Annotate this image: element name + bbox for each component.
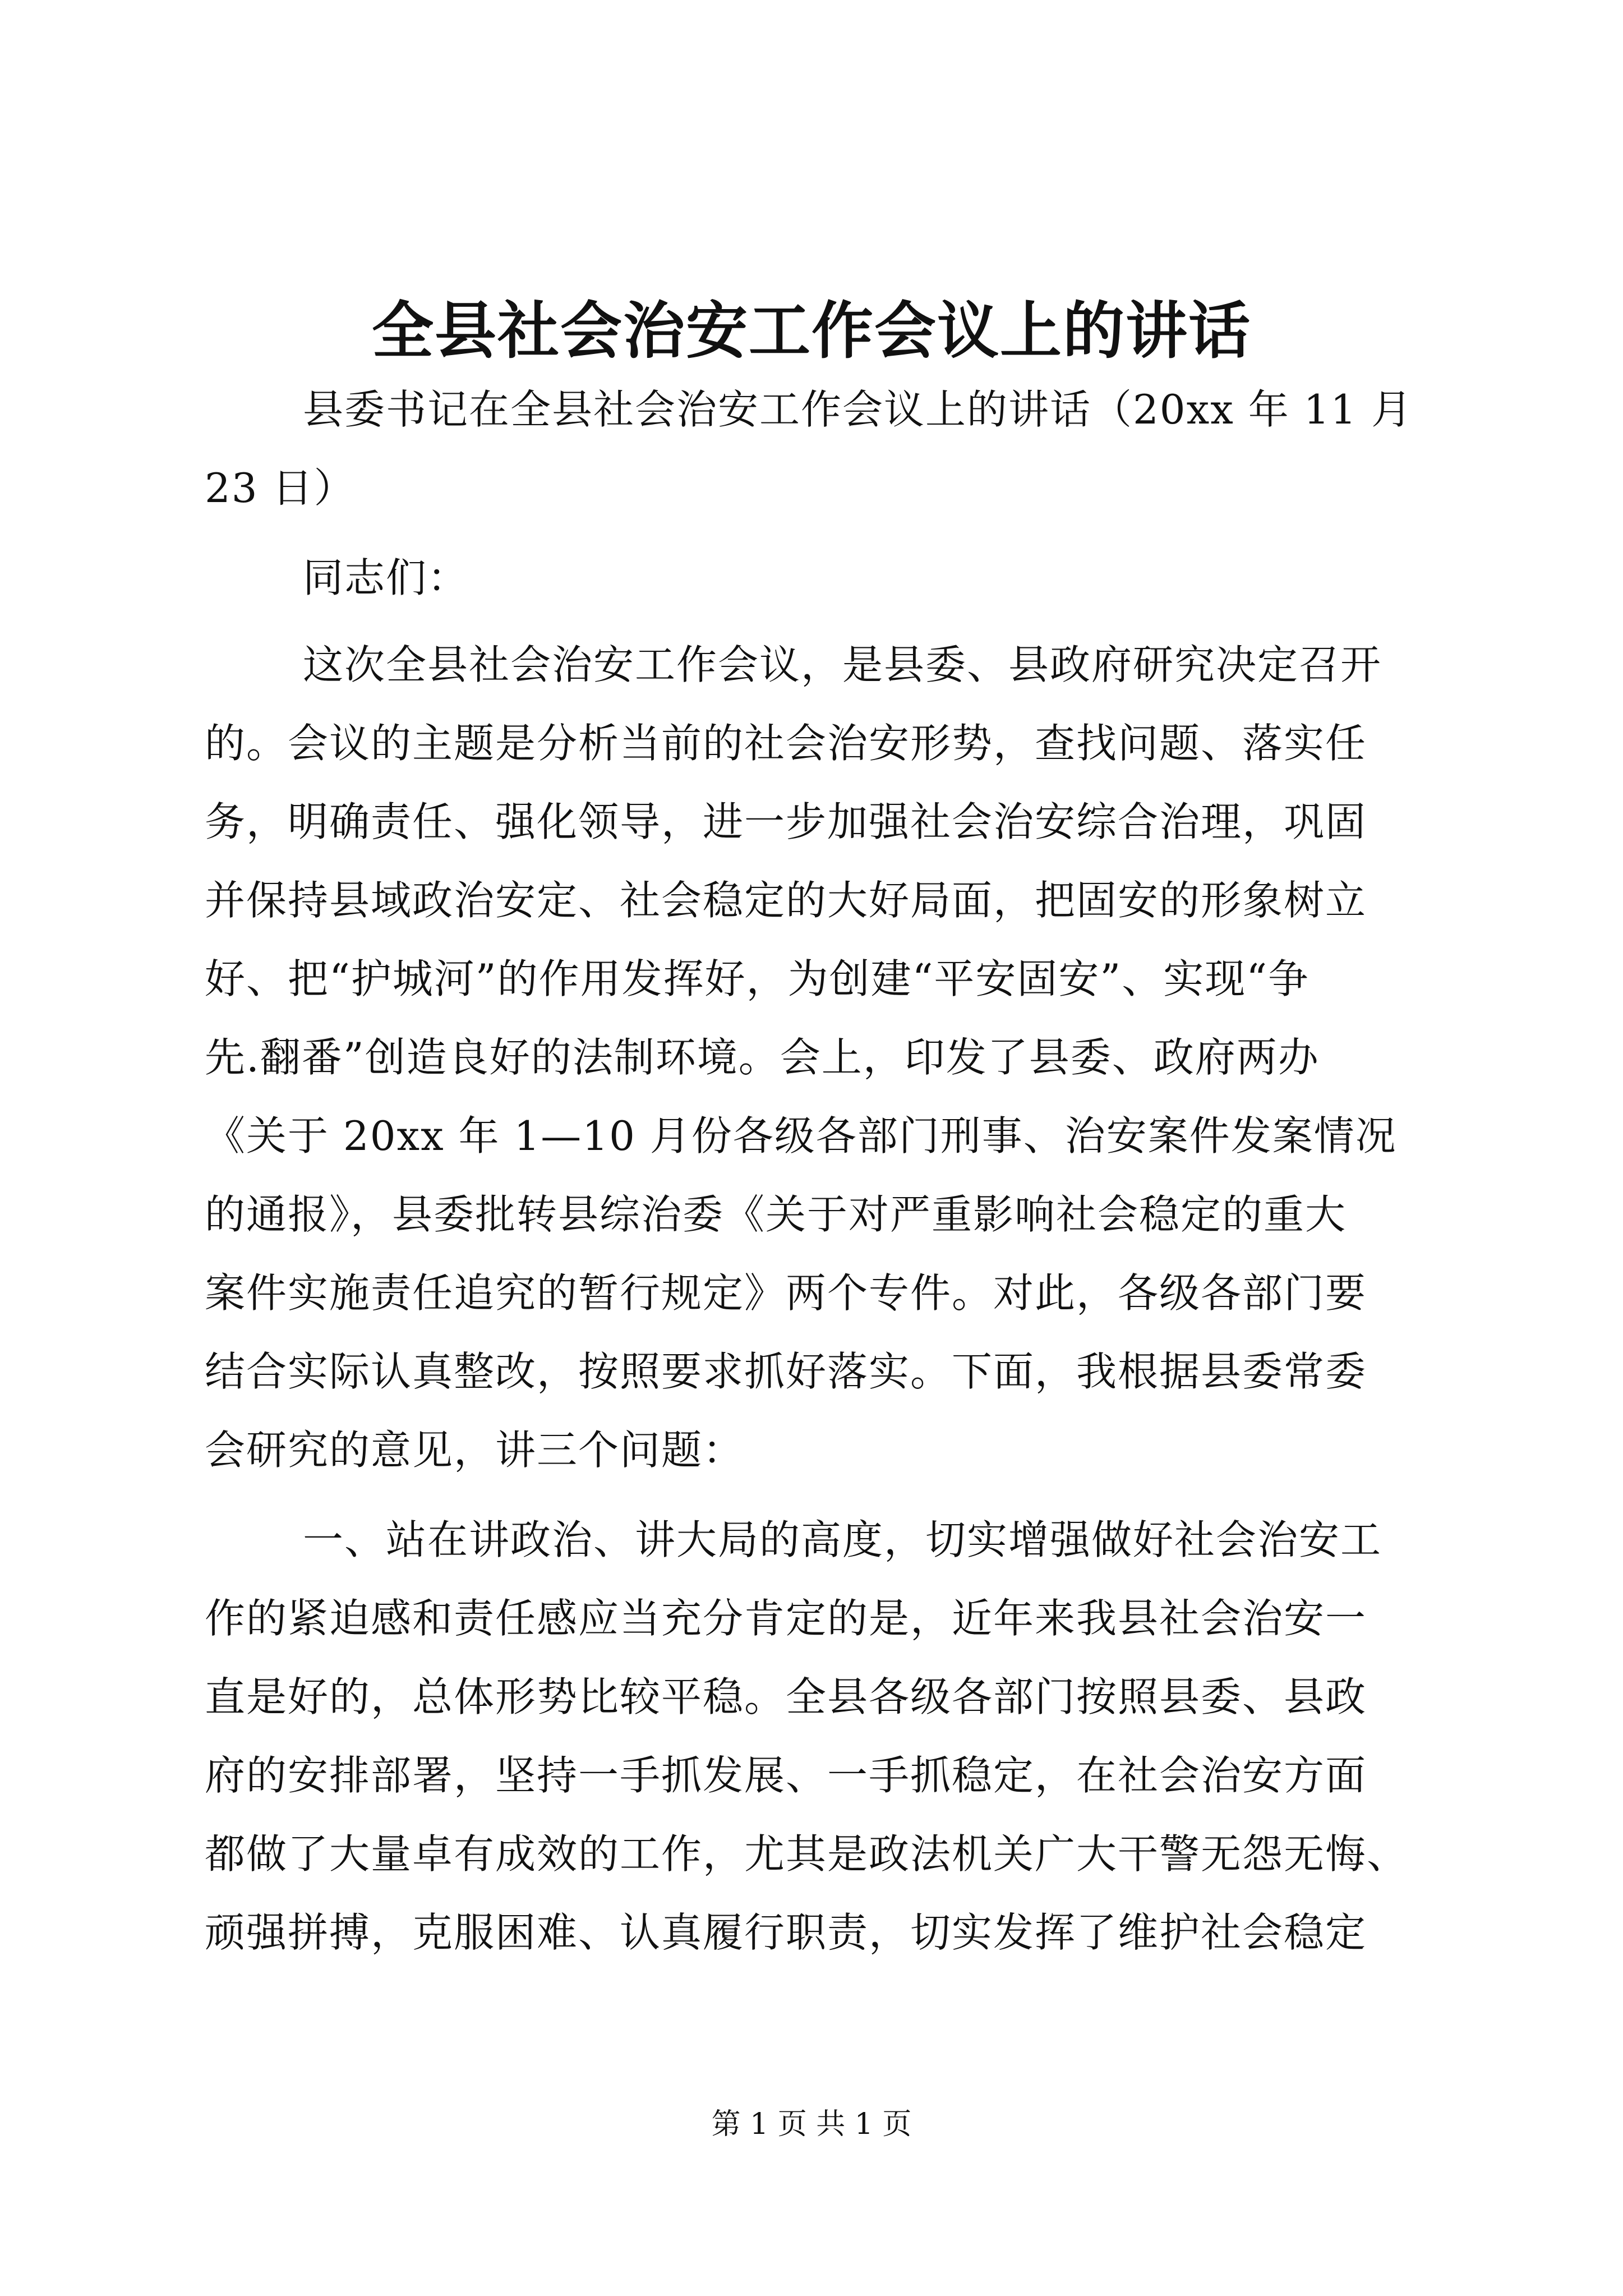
body-line: 案件实施责任追究的暂行规定》两个专件。对此，各级各部门要: [205, 1269, 1367, 1317]
body-line: 这次全县社会治安工作会议，是县委、县政府研究决定召开: [303, 641, 1382, 688]
body-line: 的通报》，县委批转县综治委《关于对严重影响社会稳定的重大: [205, 1191, 1347, 1238]
body-line: 务，明确责任、强化领导，进一步加强社会治安综合治理，巩固: [205, 798, 1367, 845]
body-line: 顽强拼搏，克服困难、认真履行职责，切实发挥了维护社会稳定: [205, 1909, 1367, 1956]
body-line: 先.翻番”创造良好的法制环境。会上，印发了县委、政府两办: [205, 1034, 1320, 1081]
body-line: 好、把“护城河”的作用发挥好，为创建“平安固安”、实现“争: [205, 955, 1310, 1002]
body-line: 作的紧迫感和责任感应当充分肯定的是，近年来我县社会治安一: [205, 1595, 1367, 1642]
body-line: 《关于 20xx 年 1—10 月份各级各部门刑事、治安案件发案情况: [205, 1112, 1397, 1159]
body-line: 会研究的意见，讲三个问题：: [205, 1427, 745, 1474]
page-footer: 第 1 页 共 1 页: [711, 2108, 912, 2141]
body-line: 都做了大量卓有成效的工作，尤其是政法机关广大干警无怨无悔、: [205, 1830, 1409, 1878]
body-line: 县委书记在全县社会治安工作会议上的讲话（20xx 年 11 月: [303, 386, 1413, 433]
body-line: 并保持县域政治安定、社会稳定的大好局面，把固安的形象树立: [205, 877, 1367, 924]
body-line: 府的安排部署，坚持一手抓发展、一手抓稳定，在社会治安方面: [205, 1752, 1367, 1799]
body-line: 的。会议的主题是分析当前的社会治安形势，查找问题、落实任: [205, 720, 1367, 767]
body-line: 直是好的，总体形势比较平稳。全县各级各部门按照县委、县政: [205, 1673, 1367, 1720]
salutation: 同志们：: [303, 554, 469, 601]
body-line: 23 日）: [205, 464, 356, 512]
document-title: 全县社会治安工作会议上的讲话: [372, 295, 1251, 367]
section-heading: 一、站在讲政治、讲大局的高度，切实增强做好社会治安工: [303, 1516, 1382, 1563]
body-line: 结合实际认真整改，按照要求抓好落实。下面，我根据县委常委: [205, 1348, 1367, 1395]
